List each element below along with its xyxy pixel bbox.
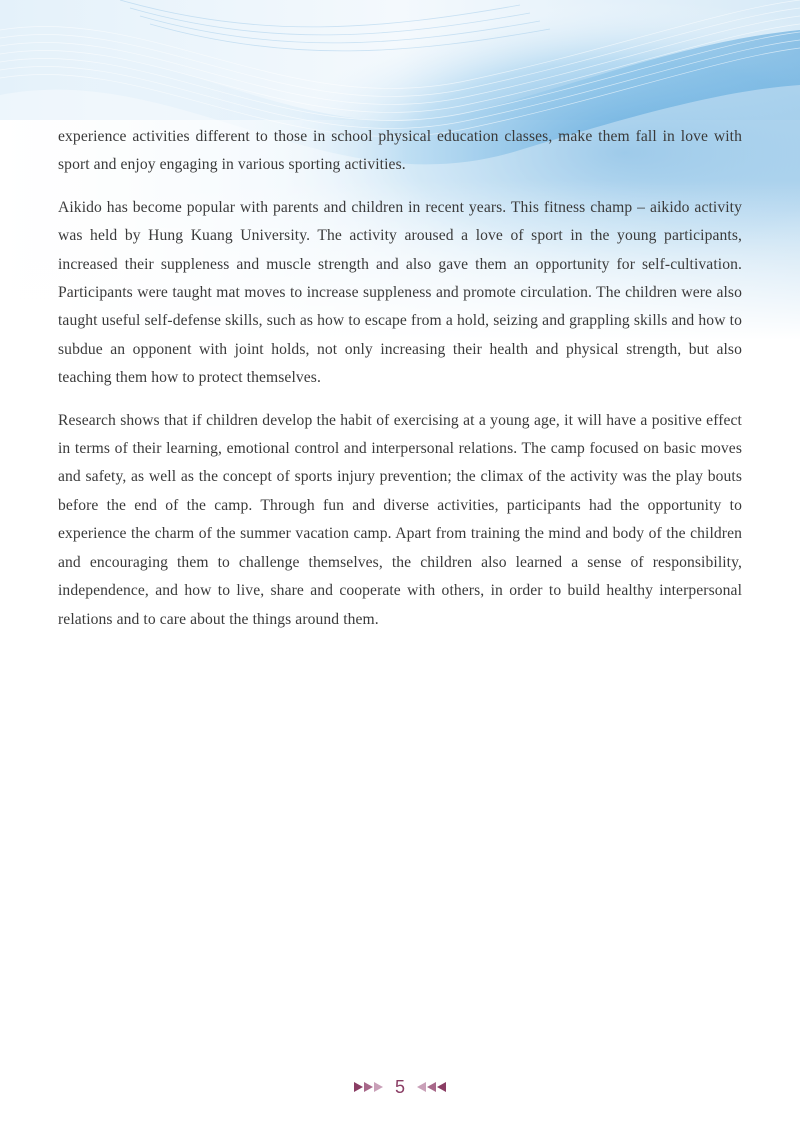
paragraph: experience activities different to those in school physical education classes, make them fall in love with sport and enjoy engaging in various sporting activities.	[58, 128, 742, 174]
page-number: 5	[394, 1077, 405, 1097]
paragraph: Aikido has become popular with parents and children in recent years. This fitness champ – aikido activity was held by Hung Kuang University. The activity aroused a love of sport in the young participants, increased their suppleness and muscle strength and also gave them an opportunity for self-cultivation. Participants were taught mat moves to increase suppleness and promote circulation. The children were also taught useful self-defense skills, such as how to escape from a hold, seizing and grappling skills and how to subdue an opponent with joint holds, not only increasing their health and physical strength, but also teaching them how to protect themselves.	[58, 198, 742, 387]
right-arrows-icon	[354, 1082, 383, 1092]
left-arrows-icon	[417, 1082, 446, 1092]
document-body	[58, 123, 742, 648]
paragraph: Research shows that if children develop the habit of exercising at a young age, it will have a positive effect in terms of their learning, emotional control and interpersonal relations. The camp focused on basic moves and safety, as well as the concept of sports injury prevention; the climax of the activity was the play bouts before the end of the camp. Through fun and diverse activities, participants had the opportunity to experience the charm of the summer vacation camp. Apart from training the mind and body of the children and encouraging them to challenge themselves, the children also learned a sense of responsibility, independence, and how to live, share and cooperate with others, in order to build healthy interpersonal relations and to care about the things around them.	[58, 411, 742, 628]
page-footer	[0, 1074, 800, 1100]
